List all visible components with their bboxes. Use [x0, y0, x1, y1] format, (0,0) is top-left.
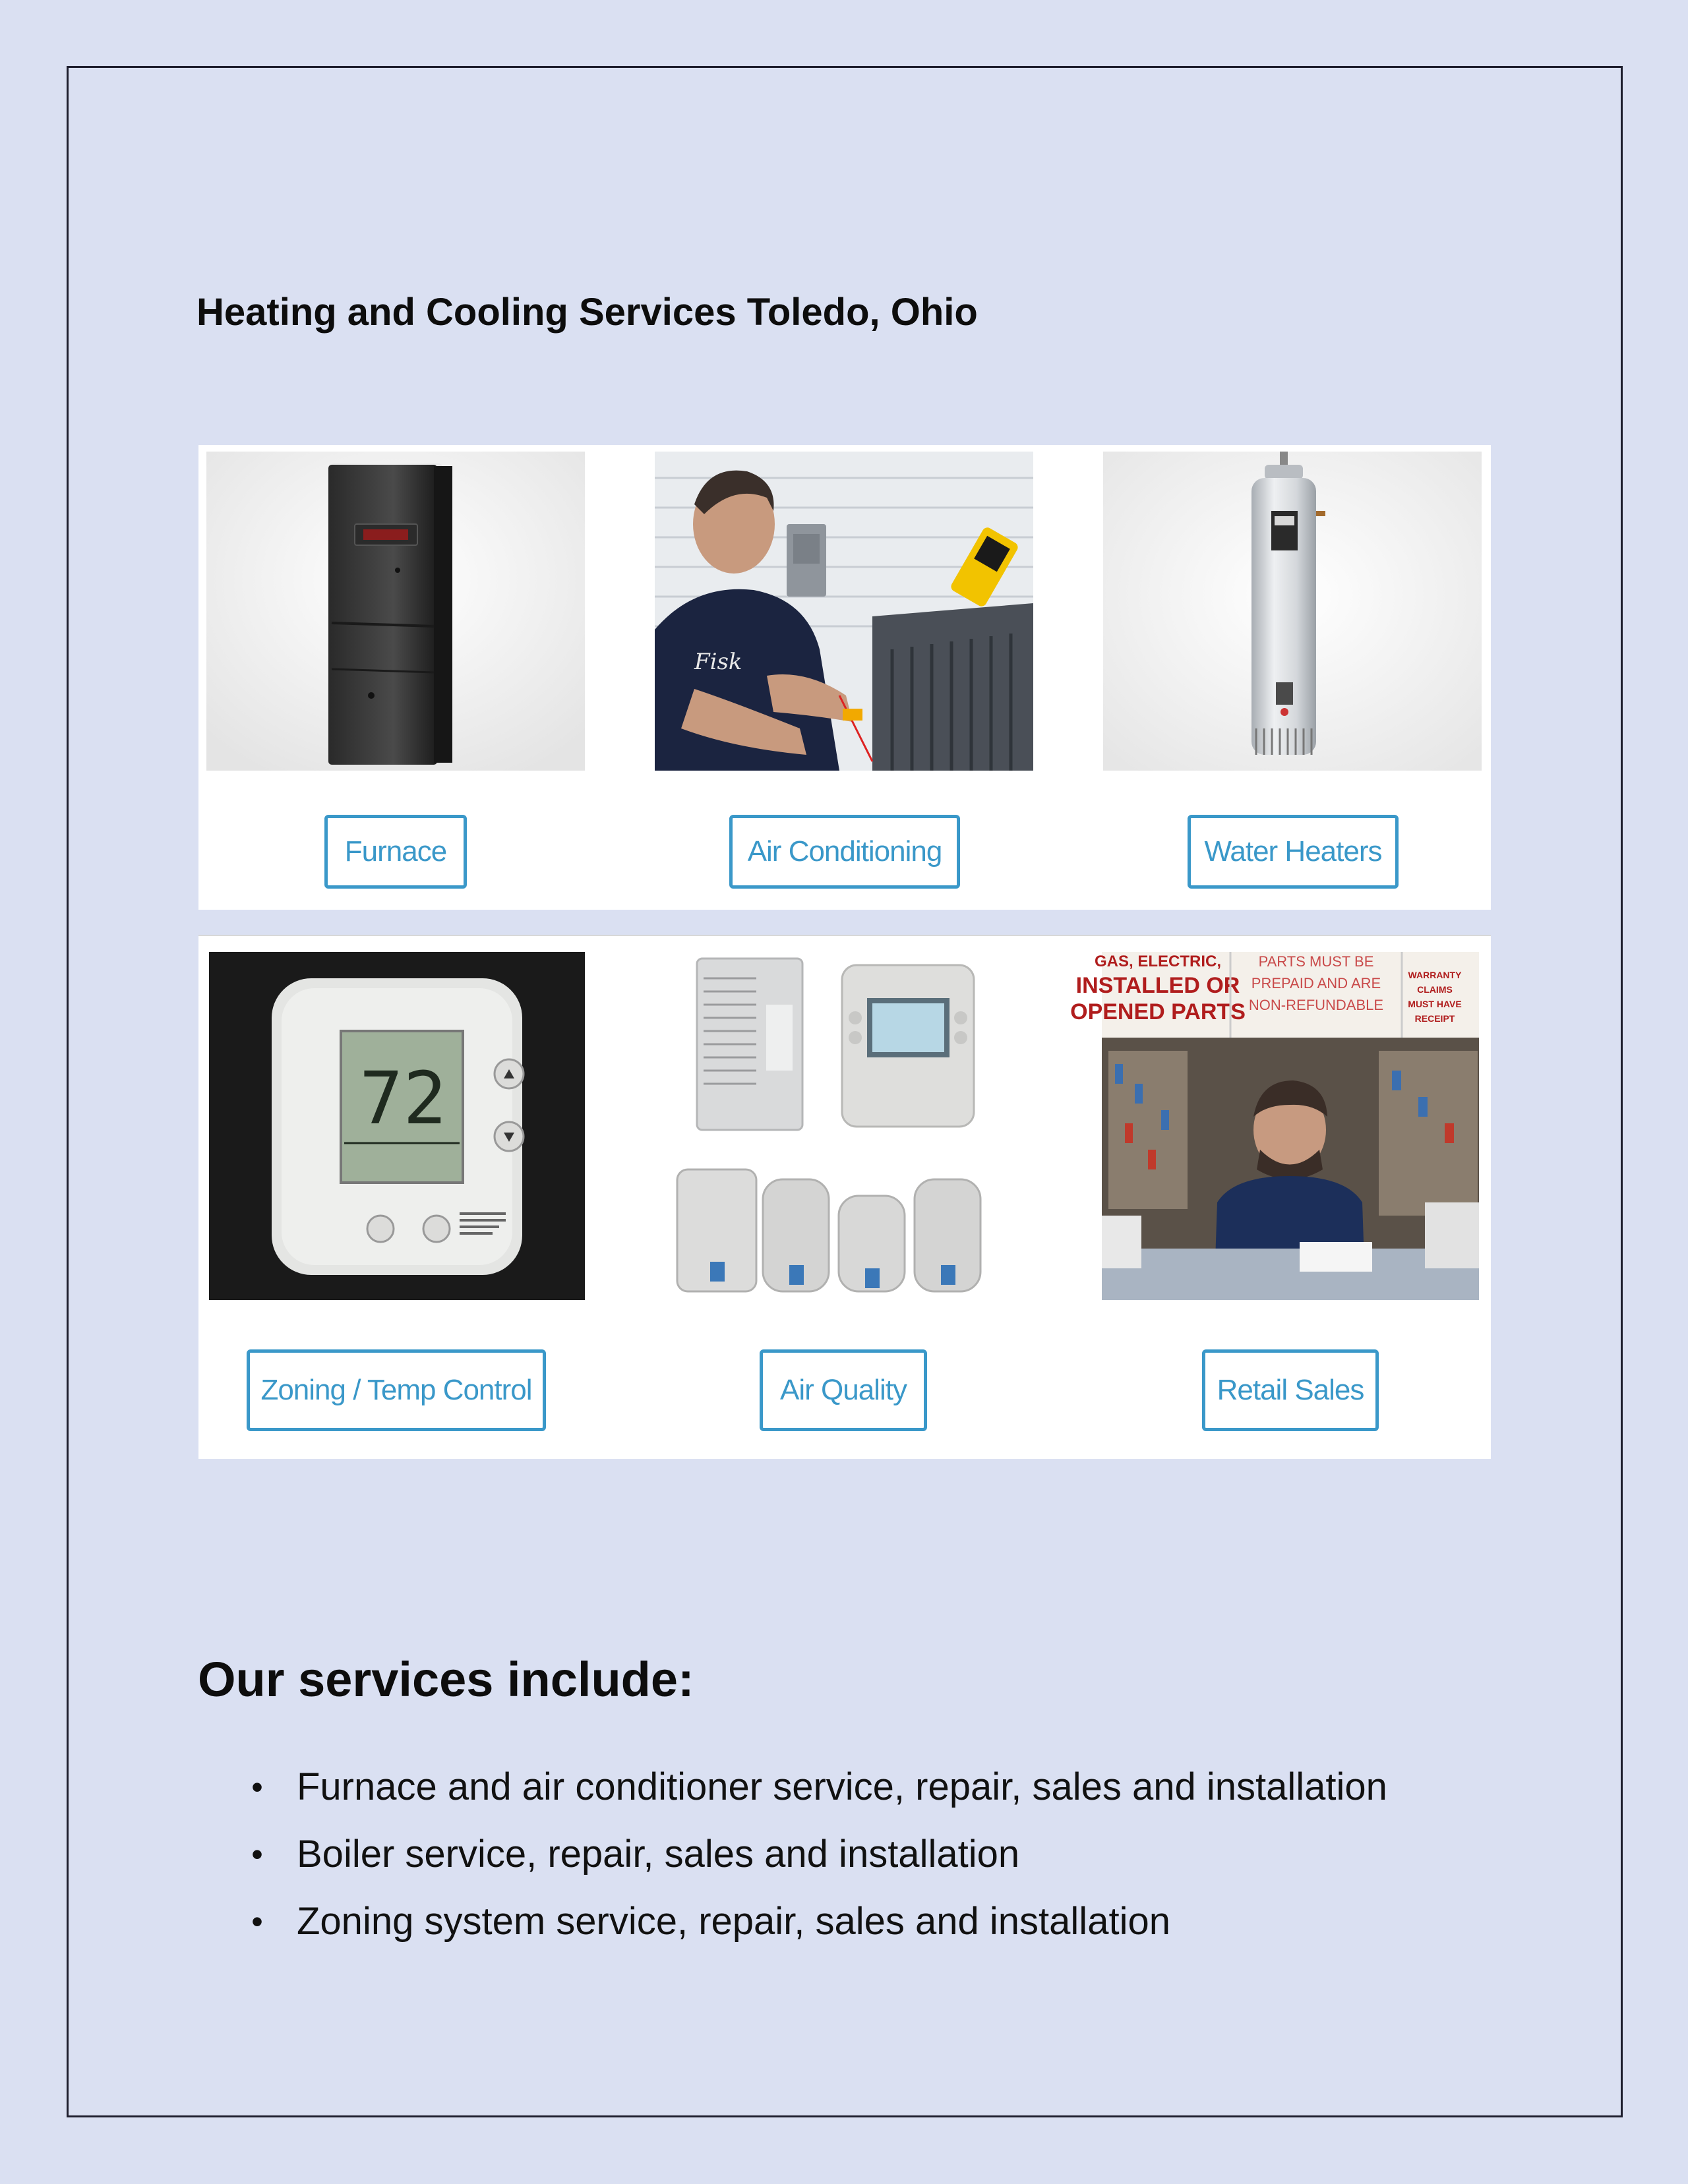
bullet-icon: • [251, 1769, 263, 1806]
service-item-text: Zoning system service, repair, sales and installation [297, 1900, 1170, 1943]
air-conditioning-button[interactable]: Air Conditioning [729, 815, 960, 889]
bullet-icon: • [251, 1903, 263, 1940]
air-purifier-icon [657, 952, 1036, 1300]
retail-sales-photo [1070, 952, 1479, 1300]
service-item-text: Furnace and air conditioner service, repair, sales and installation [297, 1765, 1387, 1808]
svg-text:Fisk: Fisk [694, 649, 742, 675]
service-item-text: Boiler service, repair, sales and installation [297, 1833, 1020, 1875]
retail-counter-icon [1070, 952, 1479, 1300]
water-heater-photo [1103, 452, 1482, 771]
water-heaters-button[interactable]: Water Heaters [1188, 815, 1399, 889]
thermostat-icon [209, 952, 585, 1300]
retail-sign-left-line-2: INSTALLED OR [1075, 973, 1240, 998]
retail-sign-right-line-1: WARRANTY [1408, 970, 1462, 980]
page-title: Heating and Cooling Services Toledo, Ohio [196, 291, 978, 334]
bullet-icon: • [251, 1836, 263, 1873]
services-list [244, 1754, 1387, 1955]
services-heading: Our services include: [198, 1652, 694, 1707]
retail-sign-left-line-3: OPENED PARTS [1070, 999, 1246, 1024]
retail-sign-right-line-3: MUST HAVE [1408, 999, 1462, 1009]
air-conditioner-technician-icon [655, 452, 1033, 771]
furnace-button[interactable]: Furnace [324, 815, 467, 889]
retail-sign-middle-line-2: PREPAID AND ARE [1251, 975, 1381, 991]
air-conditioning-photo [655, 452, 1033, 771]
list-item [244, 1888, 1387, 1955]
furnace-photo [206, 452, 585, 771]
retail-sign-middle-line-1: PARTS MUST BE [1258, 953, 1374, 970]
retail-sales-button[interactable]: Retail Sales [1202, 1349, 1379, 1431]
air-quality-photo [657, 952, 1036, 1300]
retail-sign-middle-line-3: NON-REFUNDABLE [1248, 997, 1384, 1013]
retail-sign-right-line-2: CLAIMS [1417, 984, 1453, 995]
zoning-photo [209, 952, 585, 1300]
retail-sign-right-line-4: RECEIPT [1414, 1013, 1455, 1024]
services-grid-bottom-row [198, 935, 1491, 1459]
air-quality-button[interactable]: Air Quality [760, 1349, 927, 1431]
services-grid-top-row [198, 445, 1491, 910]
list-item [244, 1754, 1387, 1821]
thermostat-reading: 72 [359, 1056, 447, 1140]
retail-sign-left-line-1: GAS, ELECTRIC, [1094, 953, 1222, 970]
zoning-temp-control-button[interactable]: Zoning / Temp Control [247, 1349, 546, 1431]
furnace-icon [206, 452, 585, 771]
water-heater-icon [1103, 452, 1482, 771]
list-item [244, 1821, 1387, 1888]
